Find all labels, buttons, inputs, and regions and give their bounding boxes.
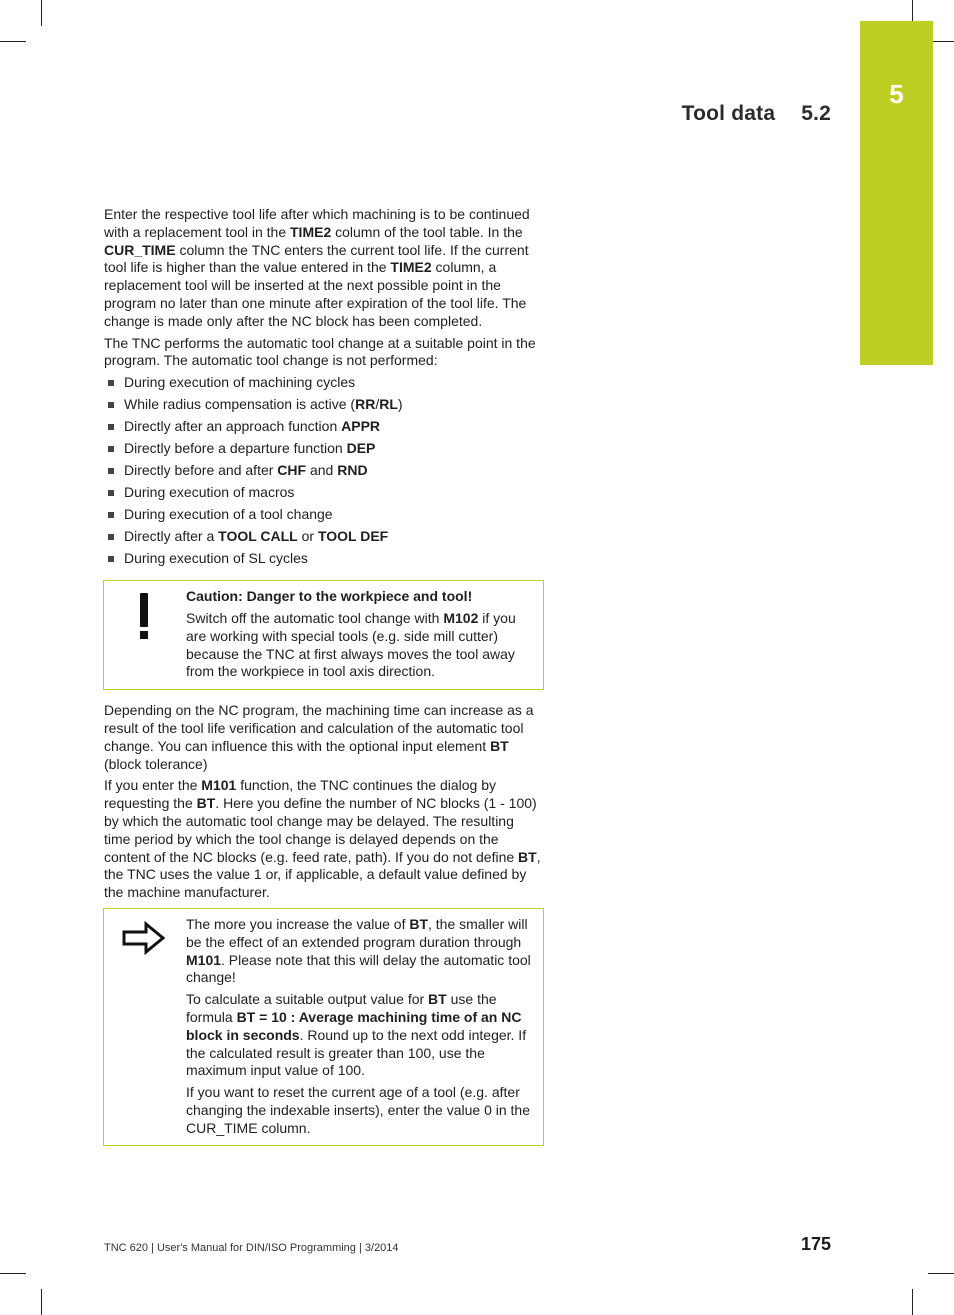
- caution-icon-column: [104, 581, 185, 689]
- crop-mark: [0, 41, 26, 42]
- body-paragraph-3: Depending on the NC program, the machining time can increase as a result of the tool life verification and calculation of the automatic tool change. You can influence this with the optional input element BT (block tolerance): [104, 702, 534, 772]
- running-header: [682, 102, 831, 126]
- chapter-number: 5: [889, 79, 904, 109]
- list-item: Directly after an approach function APPR: [104, 418, 544, 440]
- list-item: Directly after a TOOL CALL or TOOL DEF: [104, 528, 544, 550]
- crop-mark: [912, 1289, 913, 1315]
- crop-mark: [41, 1289, 42, 1315]
- crop-mark: [41, 0, 42, 26]
- list-item: Directly before a departure function DEP: [104, 440, 544, 462]
- tip-paragraph-2: To calculate a suitable output value for BT use the formula BT = 10 : Average machining time of an NC block in seconds. Round up to the next odd integer. If the calculated result is greater than 100, use the maximum input value of 100.: [186, 991, 527, 1079]
- intro-paragraph: Enter the respective tool life after which machining is to be continued with a replacement tool in the TIME2 column of the tool table. In the CUR_TIME column the TNC enters the current tool life. If the current tool life is higher than the value entered in the TIME2 column, a replacement tool will be inserted at the next possible point in the program no later than one minute after expiration of the tool life. The change is made only after the NC block has been completed.: [104, 206, 530, 329]
- header-section: 5.2: [801, 102, 831, 125]
- tip-box: [103, 908, 544, 1147]
- main-content: [104, 206, 544, 1158]
- crop-mark: [0, 1273, 26, 1274]
- list-item: During execution of SL cycles: [104, 550, 544, 572]
- exclamation-icon: [140, 593, 148, 639]
- footer-text: TNC 620 | User's Manual for DIN/ISO Programming | 3/2014: [104, 1242, 399, 1254]
- list-item: During execution of machining cycles: [104, 374, 544, 396]
- caution-body: Switch off the automatic tool change with M102 if you are working with special tools (e.g. side mill cutter) because the TNC at first always moves the tool away from the workpiece in tool axis direction.: [186, 609, 516, 680]
- tip-text: [186, 909, 543, 1146]
- list-item: Directly before and after CHF and RND: [104, 462, 544, 484]
- page-number: 175: [800, 1234, 831, 1254]
- header-title: Tool data: [681, 102, 776, 125]
- arrow-right-icon: [122, 921, 166, 955]
- body-paragraph-4: If you enter the M101 function, the TNC continues the dialog by requesting the BT. Here you define the number of NC blocks (1 - 100) by which the automatic tool change may be delayed. The resulting time period by which the tool change is delayed depends on the content of the NC blocks (e.g. feed rate, path). If you do not define BT, the TNC uses the value 1 or, if applicable, a default value defined by the machine manufacturer.: [104, 777, 541, 901]
- list-item: While radius compensation is active (RR/RL): [104, 396, 544, 418]
- caution-text: [186, 581, 543, 689]
- tip-paragraph-3: If you want to reset the current age of a tool (e.g. after changing the indexable inserts), enter the value 0 in the CUR_TIME column.: [186, 1084, 531, 1136]
- caution-box: [103, 580, 544, 690]
- chapter-tab: [860, 21, 933, 365]
- crop-mark: [928, 1273, 954, 1274]
- list-item: During execution of macros: [104, 484, 544, 506]
- intro-paragraph-2: The TNC performs the automatic tool change at a suitable point in the program. The automatic tool change is not performed:: [104, 334, 536, 369]
- tip-icon-column: [104, 909, 185, 1146]
- list-item: During execution of a tool change: [104, 506, 544, 528]
- tip-paragraph-1: The more you increase the value of BT, the smaller will be the effect of an extended program duration through M101. Please note that this will delay the automatic tool change!: [186, 915, 531, 986]
- exception-list: [104, 374, 544, 572]
- caution-title: Caution: Danger to the workpiece and tool!: [186, 588, 473, 605]
